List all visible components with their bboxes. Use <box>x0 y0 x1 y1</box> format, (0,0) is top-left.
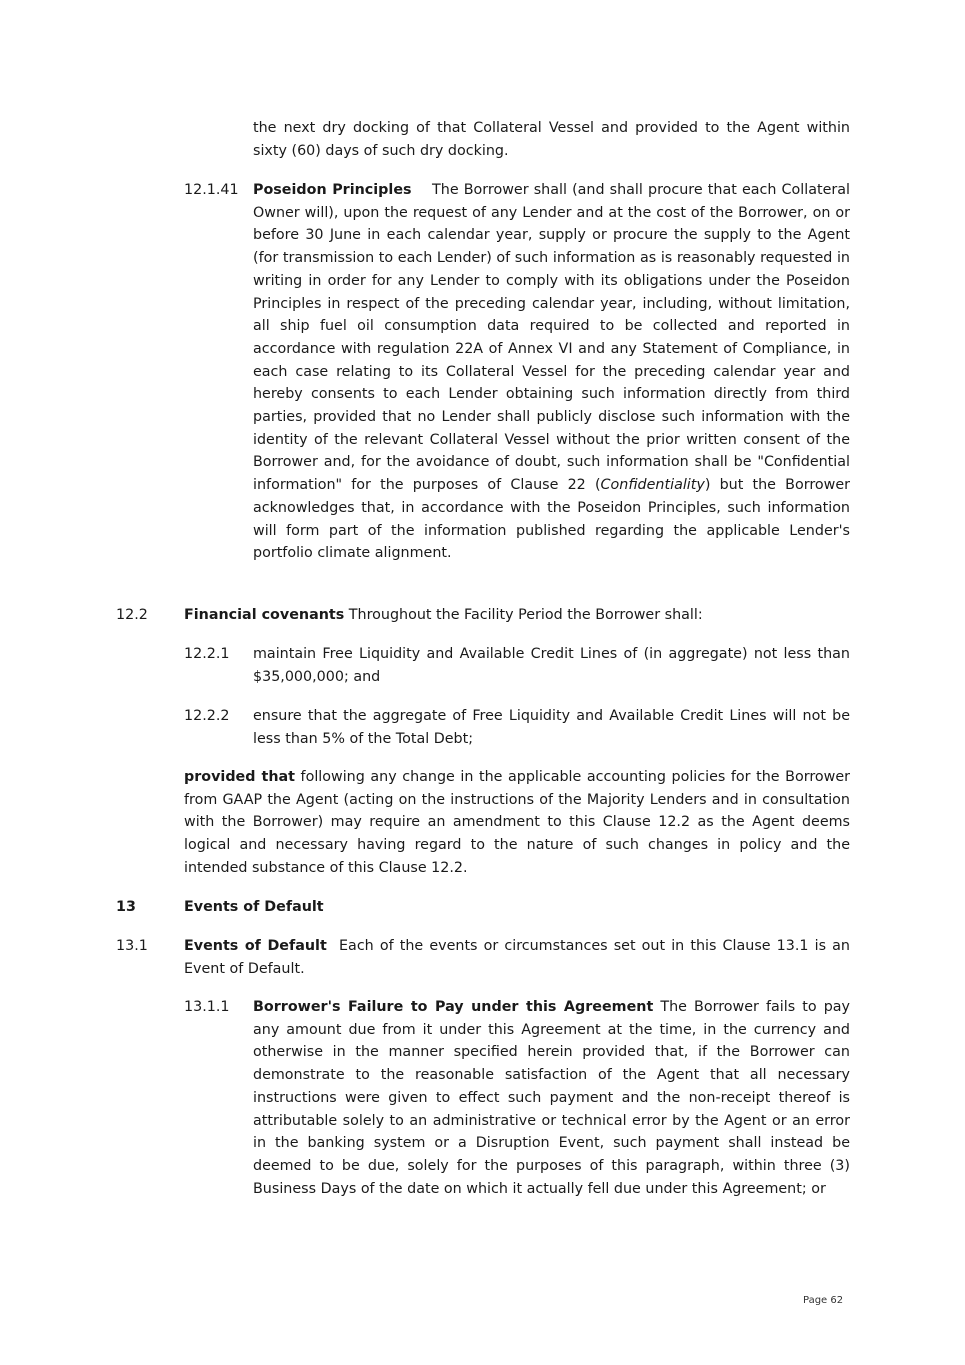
clause-text: ensure that the aggregate of Free Liquidity and Available Credit Lines will not be less than 5% of the Total Debt; <box>253 708 850 747</box>
continuation-paragraph: the next dry docking of that Collateral Vessel and provided to the Agent within sixty (60) days of such dry docking. <box>253 120 850 159</box>
clause-heading: Poseidon Principles <box>253 182 412 198</box>
clause-12-2-2 <box>184 705 850 750</box>
page-number: Page 62 <box>803 1295 844 1306</box>
clause-number: 12.2 <box>116 607 148 623</box>
proviso-text: following any change in the applicable accounting policies for the Borrower from GAAP the Agent (acting on the instructions of the Majority Lenders and in consultation with the Borrower) may require an amendment to this Clause 12.2 as the Agent deems logical and necessary having regard to the nature of such changes in policy and the intended substance of this Clause 12.2. <box>184 769 850 876</box>
clause-number: 13 <box>116 899 136 915</box>
clause-heading: Borrower's Failure to Pay under this Agreement <box>253 999 654 1015</box>
clause-text: The Borrower shall (and shall procure that each Collateral Owner will), upon the request of any Lender and at the cost of the Borrower, on or before 30 June in each calendar year, supply or procure the supply to the Agent (for transmission to each Lender) of such information as is reasonably requested in writing in order for any Lender to comply with its obligations under the Poseidon Principles in respect of the preceding calendar year, including, without limitation, all ship fuel oil consumption data required to be collected and reported in accordance with regulation 22A of Annex VI and any Statement of Compliance, in each case relating to its Collateral Vessel for the preceding calendar year and hereby consents to each Lender obtaining such information directly from third parties, provided that no Lender shall publicly disclose such information with the identity of the relevant Collateral Vessel without the prior written consent of the Borrower and, for the avoidance of doubt, such information shall be "Confidential information" for the purposes of Clause 22 ( <box>253 182 850 494</box>
clause-12-2 <box>116 604 850 627</box>
clause-heading: Events of Default <box>184 938 327 954</box>
clause-text: ) but the Borrower acknowledges that, in accordance with the Poseidon Principles, such information will form part of the information published regarding the applicable Lender's portfolio climate alignment. <box>253 477 851 562</box>
clause-12-1-41 <box>184 179 850 565</box>
clause-text: maintain Free Liquidity and Available Credit Lines of (in aggregate) not less than $35,000,000; and <box>253 646 850 685</box>
clause-text: Each of the events or circumstances set out in this Clause 13.1 is an Event of Default. <box>184 938 855 977</box>
proviso-paragraph <box>184 766 850 880</box>
clause-13-1-1 <box>184 996 850 1200</box>
section-heading: Events of Default <box>184 899 324 915</box>
clause-heading: Financial covenants <box>184 607 345 623</box>
clause-text: Throughout the Facility Period the Borrower shall: <box>344 607 703 623</box>
clause-text: The Borrower fails to pay any amount due from it under this Agreement at the time, in the currency and otherwise in the manner specified herein provided that, if the Borrower can demonstrate to the reasonable satisfaction of the Agent that all necessary instructions were given to effect such payment and the non-receipt thereof is attributable solely to an administrative or technical error by the Agent or an error in the banking system or a Disruption Event, such payment shall instead be deemed to be due, solely for the purposes of this paragraph, within three (3) Business Days of the date on which it actually fell due under this Agreement; or <box>253 999 850 1197</box>
clause-number: 13.1.1 <box>184 999 230 1015</box>
clause-number: 12.1.41 <box>184 182 239 198</box>
clause-number: 12.2.1 <box>184 646 230 662</box>
clause-13 <box>116 896 850 919</box>
clause-13-1 <box>116 935 855 980</box>
clause-12-2-1 <box>184 643 850 688</box>
clause-reference: Confidentiality <box>600 477 705 494</box>
clause-number: 13.1 <box>116 938 148 954</box>
clause-number: 12.2.2 <box>184 708 230 724</box>
proviso-lead: provided that <box>184 769 295 785</box>
